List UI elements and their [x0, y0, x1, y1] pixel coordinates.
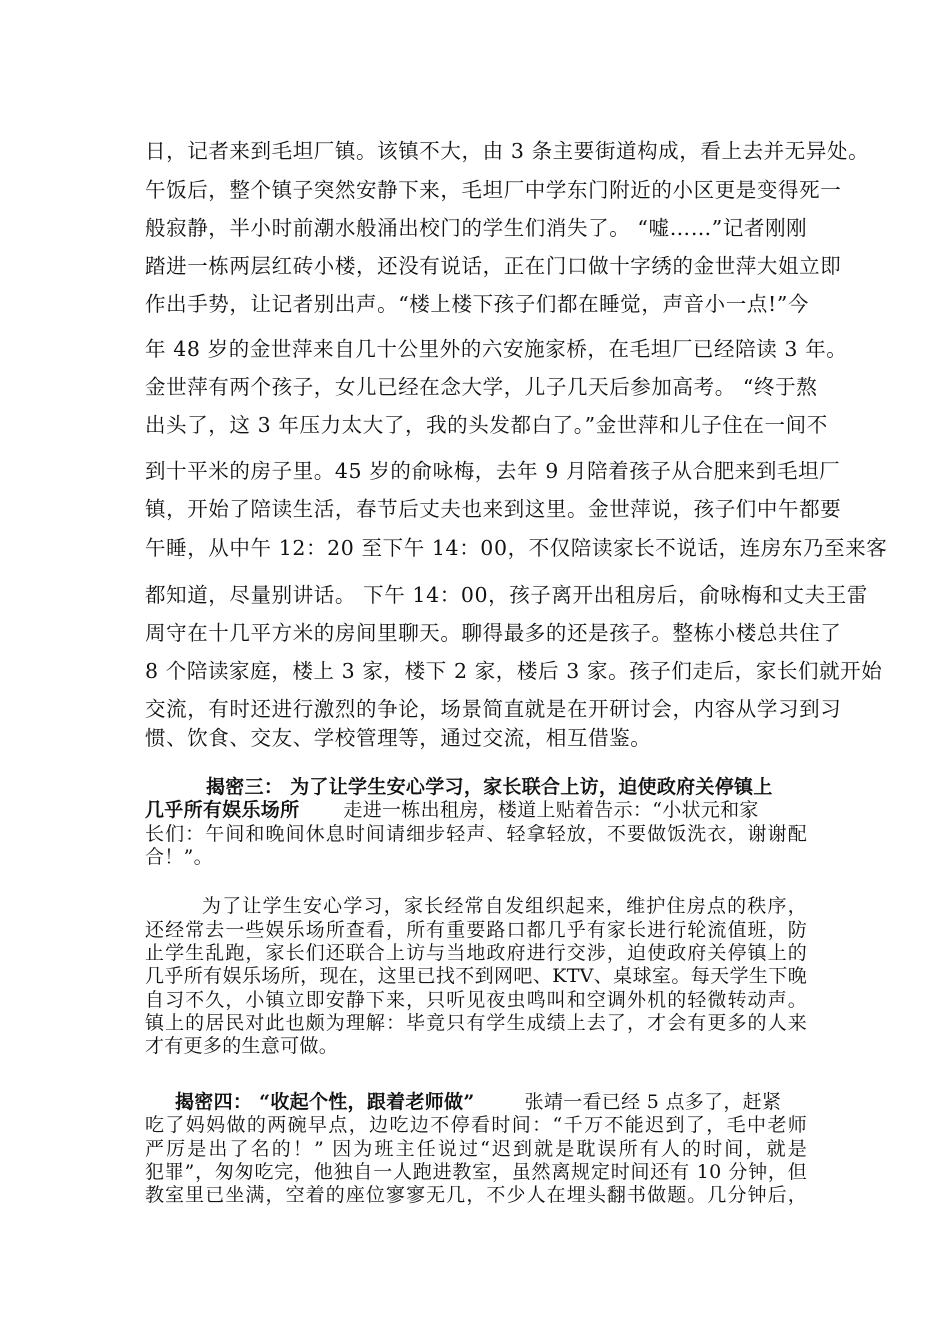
body-line: 镇，开始了陪读生活，春节后丈夫也来到这里。金世萍说，孩子们中午都要: [145, 497, 842, 521]
body-line: 吃了妈妈做的两碗早点，边吃边不停看时间：“千万不能迟到了，毛中老师: [145, 1114, 807, 1136]
body-line: 还经常去一些娱乐场所查看，所有重要路口都几乎有家长进行轮流值班，防: [145, 919, 807, 941]
body-line: 惯、饮食、交友、学校管理等，通过交流，相互借鉴。: [145, 726, 652, 750]
section-heading: 揭密四： “收起个性，跟着老师做” 张靖一看已经 5 点多了，赶紧: [175, 1091, 782, 1113]
body-line: 合！”。: [145, 846, 213, 868]
body-line: 周守在十几平方米的房间里聊天。聊得最多的还是孩子。整栋小楼总共住了: [145, 621, 842, 645]
body-line: 几乎所有娱乐场所，现在，这里已找不到网吧、KTV、桌球室。每天学生下晚: [145, 965, 807, 987]
body-line: 严厉是出了名的！” 因为班主任说过“迟到就是耽误所有人的时间，就是: [145, 1138, 807, 1160]
body-line: 日，记者来到毛坦厂镇。该镇不大，由 3 条主要街道构成，看上去并无异处。: [145, 139, 870, 163]
body-line: 踏进一栋两层红砖小楼，还没有说话，正在门口做十字绣的金世萍大姐立即: [145, 254, 842, 278]
body-line: 镇上的居民对此也颇为理解：毕竟只有学生成绩上去了，才会有更多的人来: [145, 1012, 807, 1034]
body-line: 午饭后，整个镇子突然安静下来，毛坦厂中学东门附近的小区更是变得死一: [145, 178, 842, 202]
section-heading: 揭密三： 为了让学生安心学习，家长联合上访，迫使政府关停镇上: [206, 776, 773, 798]
body-line: 出头了，这 3 年压力太大了，我的头发都白了。”金世萍和儿子住在一间不: [145, 413, 828, 437]
body-line: 到十平米的房子里。45 岁的俞咏梅，去年 9 月陪着孩子从合肥来到毛坦厂: [145, 459, 841, 483]
section-heading-continued: 几乎所有娱乐场所 走进一栋出租房，楼道上贴着告示：“小状元和家: [145, 799, 759, 821]
body-line: 作出手势，让记者别出声。“楼上楼下孩子们都在睡觉，声音小一点!”今: [145, 292, 809, 316]
body-line: 才有更多的生意可做。: [145, 1035, 339, 1057]
body-line: 犯罪”，匆匆吃完，他独自一人跑进教室，虽然离规定时间还有 10 分钟，但: [145, 1161, 807, 1183]
body-line: 长们：午间和晚间休息时间请细步轻声、轻拿轻放，不要做饭洗衣，谢谢配: [145, 823, 807, 845]
body-line: 止学生乱跑，家长们还联合上访与当地政府进行交涉，迫使政府关停镇上的: [145, 942, 807, 964]
body-line: 金世萍有两个孩子，女儿已经在念大学，儿子几天后参加高考。 “终于熬: [145, 375, 818, 399]
body-line: 8 个陪读家庭，楼上 3 家，楼下 2 家，楼后 3 家。孩子们走后，家长们就开始: [145, 659, 883, 683]
body-line: 自习不久，小镇立即安静下来，只听见夜虫鸣叫和空调外机的轻微转动声。: [145, 989, 807, 1011]
body-line: 年 48 岁的金世萍来自几十公里外的六安施家桥，在毛坦厂已经陪读 3 年。: [145, 337, 848, 361]
body-line: 午睡，从中午 12：20 至下午 14：00，不仅陪读家长不说话，连房东乃至来客: [145, 536, 888, 560]
body-line: 教室里已坐满，空着的座位寥寥无几，不少人在埋头翻书做题。几分钟后，: [145, 1184, 807, 1206]
body-line: 交流，有时还进行激烈的争论，场景简直就是在开研讨会，内容从学习到习: [145, 697, 842, 721]
body-line: 般寂静，半小时前潮水般涌出校门的学生们消失了。 “嘘……”记者刚刚: [145, 216, 808, 240]
body-line: 为了让学生安心学习，家长经常自发组织起来，维护住房点的秩序，: [202, 895, 807, 917]
body-line: 都知道，尽量别讲话。 下午 14：00，孩子离开出租房后，俞咏梅和丈夫王雷: [145, 583, 868, 607]
